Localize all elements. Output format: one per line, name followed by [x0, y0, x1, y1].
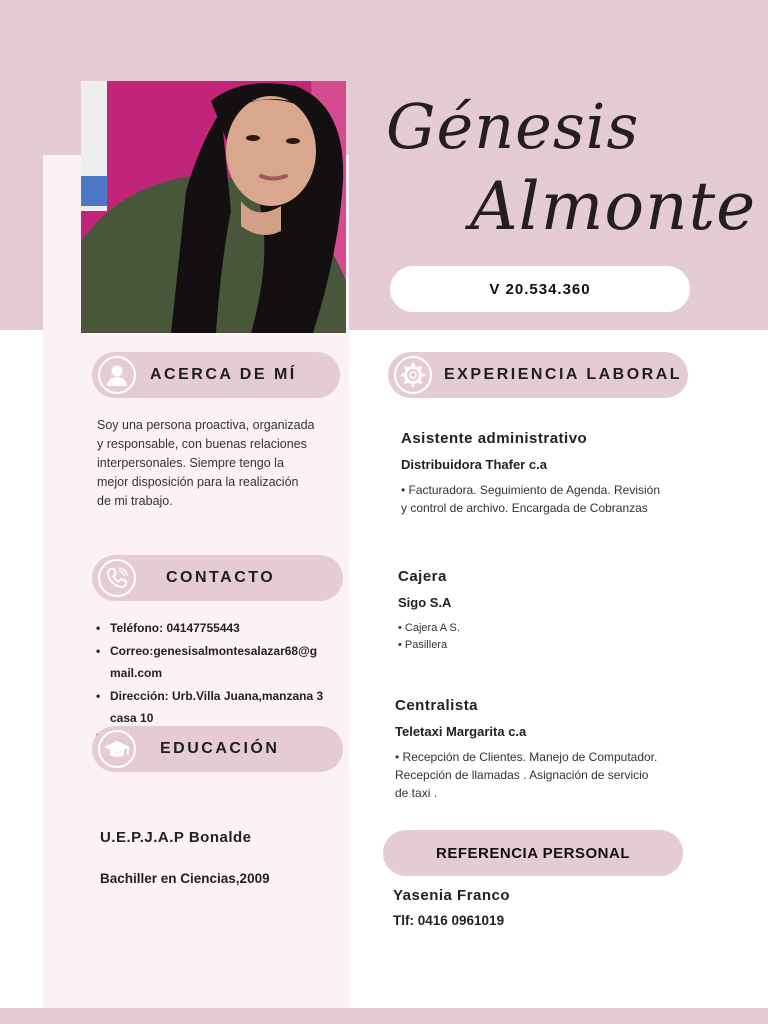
about-section-header — [92, 352, 340, 398]
job-description-line: y control de archivo. Encargada de Cobranzas — [401, 501, 648, 515]
id-number-badge: V 20.534.360 — [390, 266, 690, 312]
contact-title: CONTACTO — [166, 569, 276, 586]
contact-email[interactable]: • Correo:genesisalmontesalazar68@g — [94, 640, 344, 663]
job-title: Centralista — [395, 697, 479, 714]
education-title: EDUCACIÓN — [160, 740, 280, 757]
job-description-line: de taxi . — [395, 786, 438, 800]
experience-title: EXPERIENCIA LABORAL — [444, 366, 683, 383]
first-name: Génesis — [386, 90, 640, 163]
contact-email-continued[interactable]: mail.com — [110, 666, 163, 680]
about-title: ACERCA DE MÍ — [150, 366, 297, 383]
profile-photo — [81, 81, 346, 333]
contact-list — [94, 617, 344, 740]
job-company: Distribuidora Thafer c.a — [401, 457, 547, 472]
about-line: de mi trabajo. — [97, 494, 173, 508]
contact-address: • Dirección: Urb.Villa Juana,manzana 3 — [94, 685, 344, 708]
about-line: interpersonales. Siempre tengo la — [97, 456, 284, 470]
about-line: Soy una persona proactiva, organizada — [97, 418, 315, 432]
contact-address-continued: casa 10 — [110, 711, 154, 725]
job-description-line: • Cajera A S. — [398, 622, 460, 634]
job-description-line: • Facturadora. Seguimiento de Agenda. Revisión — [401, 483, 661, 497]
about-line: y responsable, con buenas relaciones — [97, 437, 307, 451]
job-company: Teletaxi Margarita c.a — [395, 724, 527, 739]
education-section-header — [92, 726, 343, 772]
job-description — [395, 748, 657, 802]
user-icon — [98, 356, 136, 394]
education-degree: Bachiller en Ciencias,2009 — [100, 871, 270, 886]
reference-name: Yasenia Franco — [393, 887, 511, 904]
job-description — [401, 481, 660, 517]
reference-section-header: REFERENCIA PERSONAL — [383, 830, 683, 876]
graduation-cap-icon — [98, 730, 136, 768]
contact-section-header — [92, 555, 343, 601]
education-school: U.E.P.J.A.P Bonalde — [100, 829, 252, 846]
footer-band — [0, 1008, 768, 1024]
job-title: Cajera — [398, 568, 447, 585]
job-title: Asistente administrativo — [401, 430, 588, 447]
job-description-line: Recepción de llamadas . Asignación de servicio — [395, 768, 649, 782]
job-description-line: • Recepción de Clientes. Manejo de Computador. — [395, 750, 658, 764]
job-description-line: • Pasillera — [398, 639, 448, 651]
reference-phone[interactable]: Tlf: 0416 0961019 — [393, 913, 505, 928]
experience-section-header — [388, 352, 688, 398]
job-description — [398, 620, 460, 654]
last-name: Almonte — [470, 168, 757, 245]
contact-phone[interactable]: • Teléfono: 04147755443 — [94, 617, 344, 640]
about-line: mejor disposición para la realización — [97, 475, 299, 489]
about-description — [97, 416, 347, 511]
job-company: Sigo S.A — [398, 595, 452, 610]
gear-icon — [394, 356, 432, 394]
phone-icon — [98, 559, 136, 597]
